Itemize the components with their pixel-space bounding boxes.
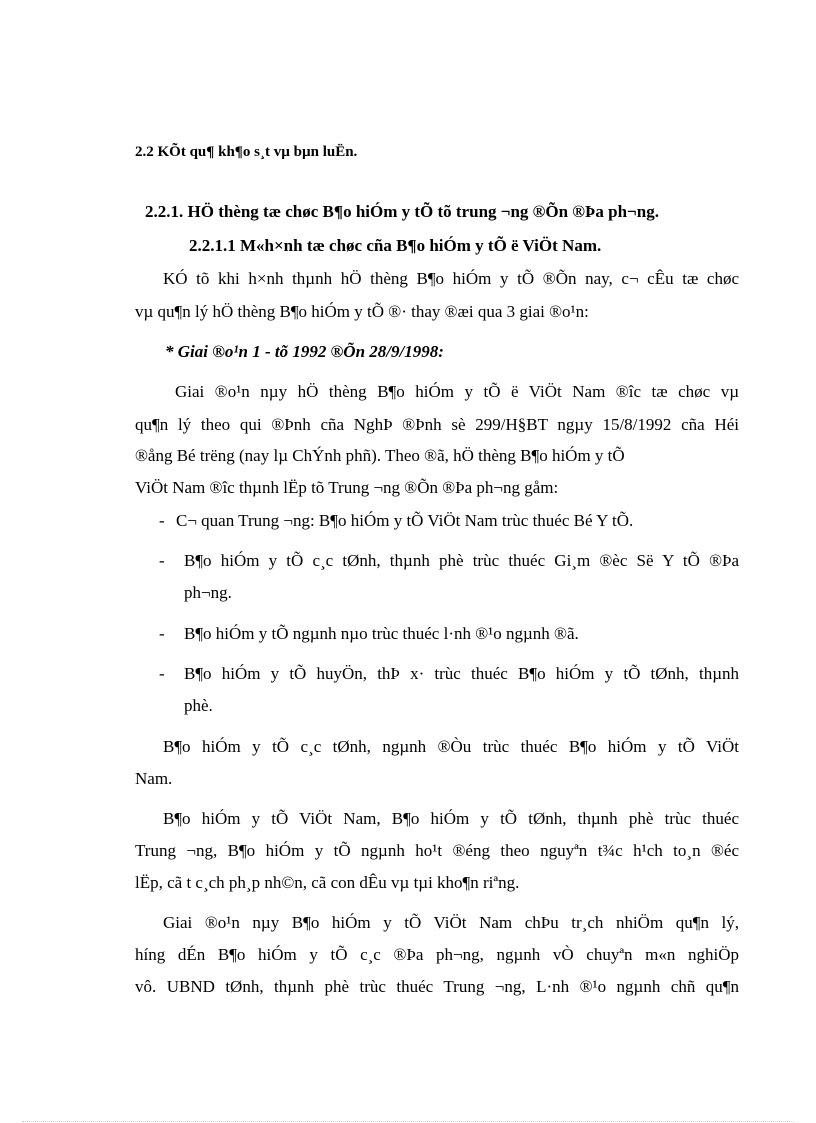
- paragraph-2-line-2: Nam.: [135, 769, 173, 788]
- phase-line-2: qu¶n lý theo qui ®Þnh cña NghÞ ®Þnh sè 299/H§BT ngµy 15/8/1992 cña Héi: [135, 415, 739, 434]
- paragraph-4-line-1: Giai ®o¹n nµy B¶o hiÓm y tÕ ViÖt Nam chÞu tr¸ch nhiÖm qu¶n lý,: [163, 913, 739, 932]
- section-heading: 2.2 KÕt qu¶ kh¶o s¸t vµ bµn luËn.: [135, 144, 358, 160]
- phase-heading: * Giai ®o¹n 1 - tõ 1992 ®Õn 28/9/1998:: [165, 342, 444, 361]
- list-item: B¶o hiÓm y tÕ ngµnh nµo trùc thuéc l·nh ®¹o ngµnh ®ã.: [184, 624, 579, 643]
- list-bullet: -: [159, 511, 165, 530]
- paragraph-2-line-1: B¶o hiÓm y tÕ c¸c tØnh, ngµnh ®Òu trùc thuéc B¶o hiÓm y tÕ ViÖt: [163, 737, 739, 756]
- intro-line-1: KÓ tõ khi h×nh thµnh hÖ thèng B¶o hiÓm y tÕ ®Õn nay, c¬ cÊu tæ chøc: [163, 269, 739, 288]
- list-item: C¬ quan Trung ¬ng: B¶o hiÓm y tÕ ViÖt Nam trùc thuéc Bé Y tÕ.: [176, 511, 634, 530]
- paragraph-4-line-3: vô. UBND tØnh, thµnh phè trùc thuéc Trung ¬ng, L·nh ®¹o ngµnh chñ qu¶n: [135, 977, 739, 996]
- list-bullet: -: [159, 664, 165, 683]
- list-item-continuation: ph¬ng.: [184, 583, 232, 602]
- list-bullet: -: [159, 624, 165, 643]
- paragraph-3-line-3: lËp, cã t c¸ch ph¸p nh©n, cã con dÊu vµ tµi kho¶n riªng.: [135, 873, 520, 892]
- phase-line-4: ViÖt Nam ®îc thµnh lËp tõ Trung ¬ng ®Õn ®Þa ph¬ng gåm:: [135, 478, 559, 497]
- paragraph-3-line-2: Trung ¬ng, B¶o hiÓm y tÕ ngµnh ho¹t ®éng theo nguyªn t¾c h¹ch to¸n ®éc: [135, 841, 739, 860]
- subsubsection-heading: 2.2.1.1 M«h×nh tæ chøc cña B¶o hiÓm y tÕ ë ViÖt Nam.: [189, 236, 602, 255]
- subsection-heading: 2.2.1. HÖ thèng tæ chøc B¶o hiÓm y tÕ tõ trung ¬ng ®Õn ®Þa ph¬ng.: [145, 202, 659, 221]
- list-bullet: -: [159, 551, 165, 570]
- intro-line-2: vµ qu¶n lý hÖ thèng B¶o hiÓm y tÕ ®· thay ®æi qua 3 giai ®o¹n:: [135, 302, 589, 321]
- list-item: B¶o hiÓm y tÕ c¸c tØnh, thµnh phè trùc thuéc Gi¸m ®èc Së Y tÕ ®Þa: [184, 551, 739, 570]
- page-bottom-rule: [22, 1121, 794, 1122]
- phase-line-1: Giai ®o¹n nµy hÖ thèng B¶o hiÓm y tÕ ë ViÖt Nam ®îc tæ chøc vµ: [175, 382, 739, 401]
- paragraph-3-line-1: B¶o hiÓm y tÕ ViÖt Nam, B¶o hiÓm y tÕ tØnh, thµnh phè trùc thuéc: [163, 809, 739, 828]
- list-item-continuation: phè.: [184, 696, 213, 715]
- paragraph-4-line-2: híng dÉn B¶o hiÓm y tÕ c¸c ®Þa ph¬ng, ngµnh vÒ chuyªn m«n nghiÖp: [135, 945, 739, 964]
- list-item: B¶o hiÓm y tÕ huyÖn, thÞ x· trùc thuéc B¶o hiÓm y tÕ tØnh, thµnh: [184, 664, 739, 683]
- phase-line-3: ®ång Bé trëng (nay lµ ChÝnh phñ). Theo ®ã, hÖ thèng B¶o hiÓm y tÕ: [135, 446, 625, 465]
